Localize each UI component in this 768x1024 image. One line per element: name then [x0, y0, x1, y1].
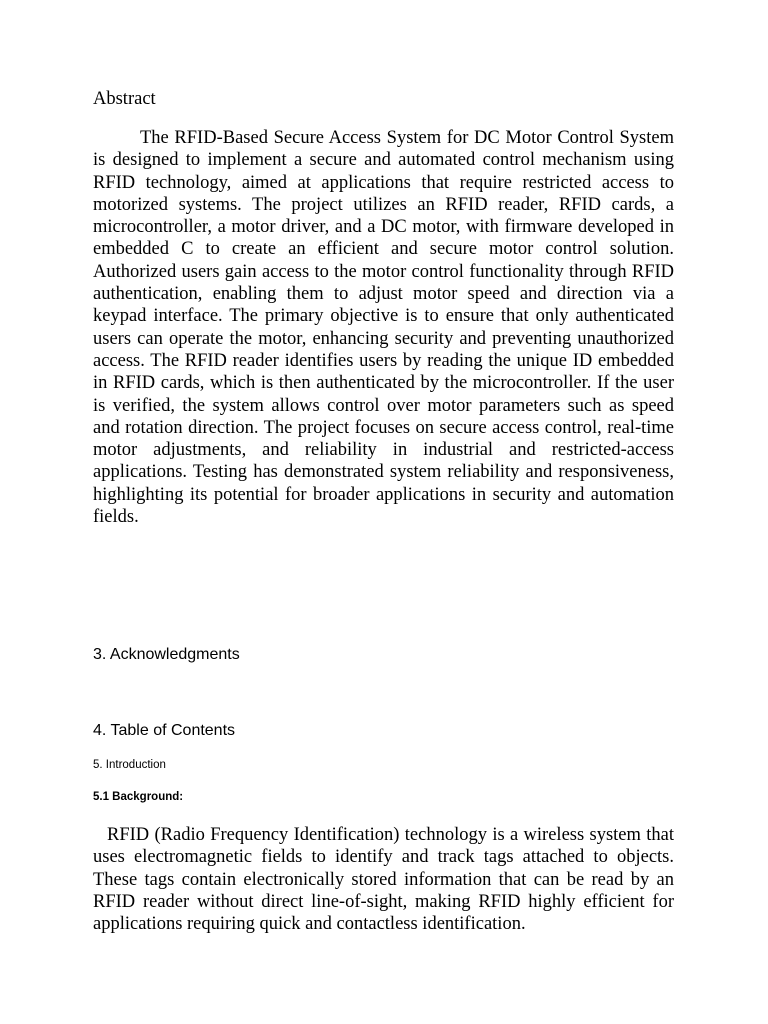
background-heading: 5.1 Background:	[93, 791, 184, 803]
introduction-heading: 5. Introduction	[93, 759, 166, 771]
background-paragraph: RFID (Radio Frequency Identification) technology is a wireless system that uses electromagnetic fields to identify and track tags attached to objects. These tags contain electronically stored information that can be read by an RFID reader without direct line-of-sight, making RFID highly efficient for applications requiring quick and contactless identification.	[93, 825, 674, 935]
acknowledgments-heading: 3. Acknowledgments	[93, 646, 240, 663]
abstract-heading: Abstract	[93, 89, 156, 109]
table-of-contents-heading: 4. Table of Contents	[93, 722, 236, 739]
abstract-paragraph: The RFID-Based Secure Access System for DC Motor Control System is designed to implement a secure and automated control mechanism using RFID technology, aimed at applications that require restricted access to motorized systems. The project utilizes an RFID reader, RFID cards, a microcontroller, a motor driver, and a DC motor, with firmware developed in embedded C to create an efficient and secure motor control solution. Authorized users gain access to the motor control functionality through RFID authentication, enabling them to adjust motor speed and direction via a keypad interface. The primary objective is to ensure that only authenticated users can operate the motor, enhancing security and preventing unauthorized access. The RFID reader identifies users by reading the unique ID embedded in RFID cards, which is then authenticated by the microcontroller. If the user is verified, the system allows control over motor parameters such as speed and rotation direction. The project focuses on secure access control, real-time motor adjustments, and reliability in industrial and restricted-access applications. Testing has demonstrated system reliability and responsiveness, highlighting its potential for broader applications in security and automation fields.	[93, 128, 674, 528]
